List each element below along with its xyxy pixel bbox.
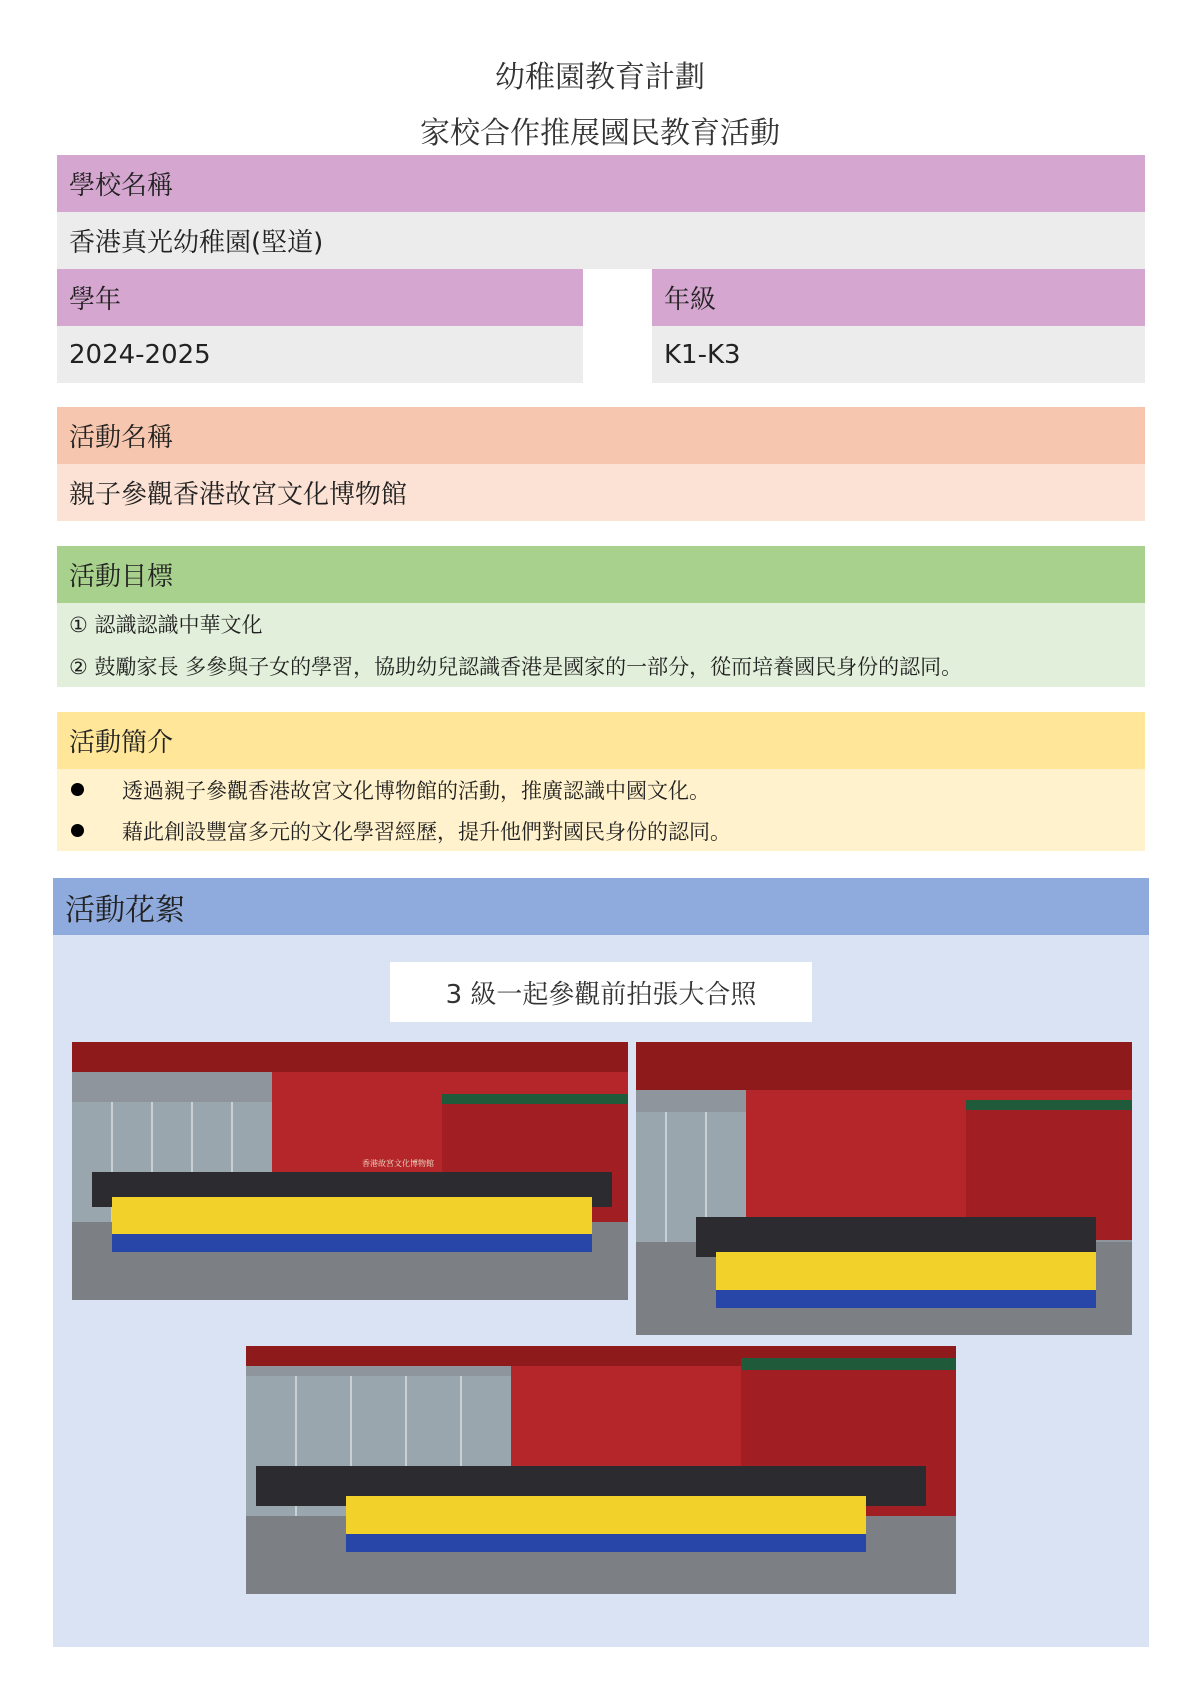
group-photo-3 — [246, 1346, 956, 1594]
intro-item-2 — [57, 810, 1145, 851]
intro-item-text: 透過親子參觀香港故宮文化博物館的活動，推廣認識中國文化。 — [122, 778, 710, 803]
group-photo-3-image — [246, 1346, 956, 1594]
school-name-value: 香港真光幼稚園(堅道) — [57, 212, 1145, 269]
group-photo-1 — [72, 1042, 628, 1300]
doc-title-line2: 家校合作推展國民教育活動 — [420, 116, 780, 151]
grade-value: K1-K3 — [652, 326, 1145, 383]
objective-item-2: ② 鼓勵家長 多參與子女的學習，協助幼兒認識香港是國家的一部分，從而培養國民身份的認同。 — [57, 645, 1145, 687]
activity-name-label: 活動名稱 — [57, 407, 1145, 464]
objectives-label: 活動目標 — [57, 546, 1145, 603]
school-year-label: 學年 — [57, 269, 583, 326]
doc-title-line1: 幼稚園教育計劃 — [495, 60, 705, 95]
group-photo-1-image — [72, 1042, 628, 1300]
school-name-label: 學校名稱 — [57, 155, 1145, 212]
activity-name-value: 親子參觀香港故宮文化博物館 — [57, 464, 1145, 521]
intro-item-1 — [57, 769, 1145, 810]
school-year-value: 2024-2025 — [57, 326, 583, 383]
photo-caption: 3 級一起參觀前拍張大合照 — [390, 962, 812, 1022]
bullet-dot — [71, 783, 84, 796]
group-photo-2-image — [636, 1042, 1132, 1335]
highlights-label: 活動花絮 — [53, 878, 1149, 935]
intro-item-text: 藉此創設豐富多元的文化學習經歷，提升他們對國民身份的認同。 — [122, 819, 731, 844]
objective-item-1: ① 認識認識中華文化 — [57, 603, 1145, 645]
museum-sign-text: 香港故宮文化博物館 — [362, 1159, 434, 1168]
grade-label: 年級 — [652, 269, 1145, 326]
bullet-dot — [71, 824, 84, 837]
intro-label: 活動簡介 — [57, 712, 1145, 769]
group-photo-2 — [636, 1042, 1132, 1335]
